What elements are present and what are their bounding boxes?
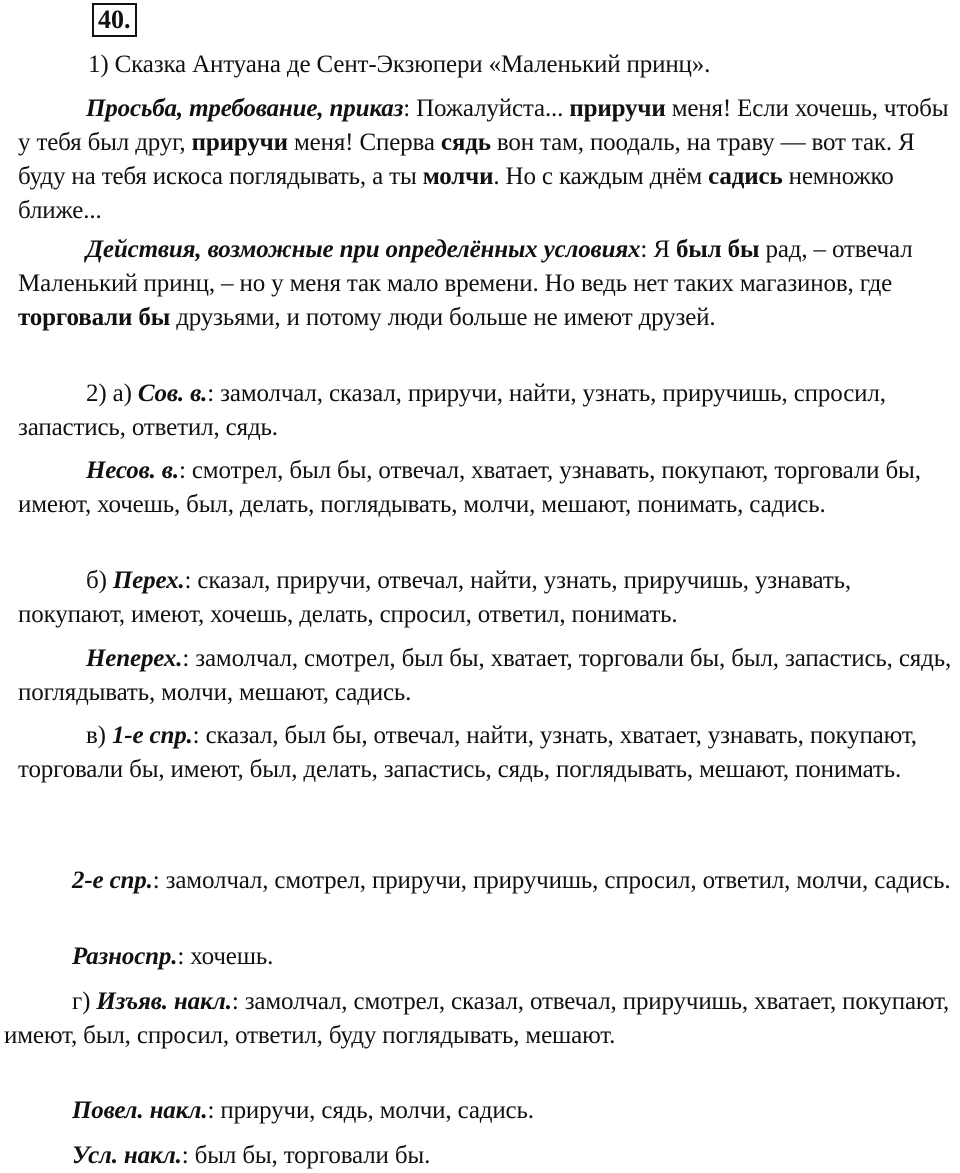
imperfective-list: : смотрел, был бы, отвечал, хватает, узнавать, покупают, торговали бы, имеют, хочешь, был, делать, поглядывать, молчи, мешают, понимать, садись. <box>18 457 921 518</box>
highlighted-verb: приручи <box>191 129 288 156</box>
highlighted-verb: приручи <box>569 95 666 122</box>
text-fragment: : Я <box>640 236 676 263</box>
text-fragment: . Но с каждым днём <box>493 163 709 190</box>
indicative-list: : замолчал, смотрел, сказал, отвечал, приручишь, хватает, покупают, имеют, был, спросил, ответил, буду поглядывать, мешают. <box>4 988 950 1049</box>
text-fragment: вон там, поодаль, на траву — вот так. Я буду на тебя искоса поглядывать, а ты <box>18 129 915 190</box>
first-conjugation-label: 1-е спр. <box>111 722 193 749</box>
source-text: 1) Сказка Антуана де Сент-Экзюпери «Маленький принц». <box>88 51 711 78</box>
imperfective-label: Несов. в. <box>86 457 179 484</box>
highlighted-verb: садись <box>708 163 783 190</box>
conditional-mood-label: Усл. накл. <box>72 1142 182 1169</box>
mixed-conjugation-list: : хочешь. <box>177 943 274 970</box>
item-prefix: 2) а) <box>86 380 138 407</box>
imperative-list: : приручи, сядь, молчи, садись. <box>207 1097 534 1124</box>
transitive-label: Перех. <box>112 567 185 594</box>
highlighted-verb: сядь <box>440 129 491 156</box>
request-label: Просьба, требование, приказ <box>86 95 404 122</box>
text-fragment: меня! Если хочешь, чтобы у тебя был друг, <box>18 95 949 156</box>
imperative-label: Повел. накл. <box>72 1097 208 1124</box>
paragraph-transitive <box>18 564 958 632</box>
text-fragment: меня! Сперва <box>287 129 441 156</box>
highlighted-verb: был бы <box>675 236 760 263</box>
paragraph-perfective <box>18 377 958 445</box>
exercise-number: 40. <box>92 3 137 37</box>
paragraph-first-conjugation <box>18 719 958 787</box>
conditional-mood-list: : был бы, торговали бы. <box>181 1142 431 1169</box>
conditional-label: Действия, возможные при определённых условиях <box>86 236 641 263</box>
highlighted-verb: молчи <box>422 163 494 190</box>
text-fragment: рад, – отвечал Маленький принц, – но у меня так мало времени. Но ведь нет таких магазинов, где <box>18 236 913 297</box>
perfective-label: Сов. в. <box>137 380 208 407</box>
item-prefix: г) <box>72 988 97 1015</box>
paragraph-source <box>18 48 958 82</box>
item-prefix: в) <box>86 722 112 749</box>
paragraph-intransitive <box>18 642 958 710</box>
mixed-conjugation-label: Разноспр. <box>72 943 178 970</box>
paragraph-imperative <box>4 1094 954 1128</box>
paragraph-request <box>18 92 958 228</box>
first-conjugation-list: : сказал, был бы, отвечал, найти, узнать, хватает, узнавать, покупают, торговали бы, имеют, был, делать, запастись, сядь, поглядывать, мешают, понимать. <box>18 722 917 783</box>
paragraph-indicative <box>4 985 954 1053</box>
intransitive-label: Неперех. <box>86 645 183 672</box>
paragraph-conditional-mood <box>4 1139 954 1173</box>
text-fragment: друзьями, и потому люди больше не имеют друзей. <box>170 304 716 331</box>
item-prefix: б) <box>86 567 113 594</box>
paragraph-mixed-conjugation <box>4 940 954 974</box>
highlighted-verb: торговали бы <box>18 304 171 331</box>
second-conjugation-list: : замолчал, смотрел, приручи, приручишь, спросил, ответил, молчи, садись. <box>152 867 951 894</box>
indicative-label: Изъяв. накл. <box>96 988 232 1015</box>
text-fragment: немножко ближе... <box>18 163 894 224</box>
text-fragment: : Пожалуйста... <box>403 95 570 122</box>
transitive-list: : сказал, приручи, отвечал, найти, узнать, приручишь, узнавать, покупают, имеют, хочешь, делать, спросил, ответил, понимать. <box>18 567 851 628</box>
paragraph-imperfective <box>18 454 958 522</box>
perfective-list: : замолчал, сказал, приручи, найти, узнать, приручишь, спросил, запастись, ответил, сядь. <box>18 380 886 441</box>
second-conjugation-label: 2-е спр. <box>72 867 153 894</box>
intransitive-list: : замолчал, смотрел, был бы, хватает, торговали бы, был, запастись, сядь, поглядывать, молчи, мешают, садись. <box>18 645 952 706</box>
paragraph-conditional-actions <box>18 233 958 335</box>
paragraph-second-conjugation <box>4 864 954 898</box>
